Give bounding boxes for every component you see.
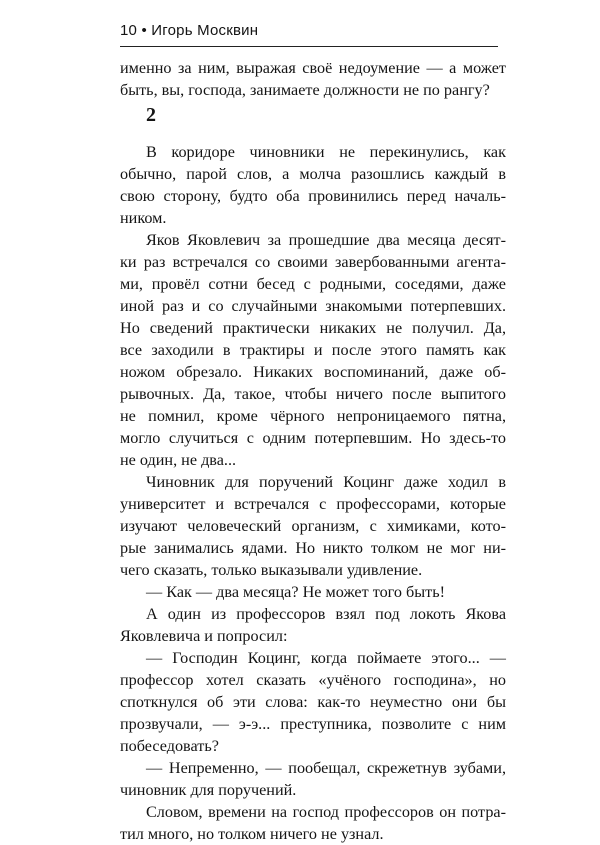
intro-paragraph (120, 57, 506, 101)
text-line: А один из профессоров взял под локоть Якова (146, 605, 506, 623)
text-line: свою сторону, будто оба провинились перед началь- (120, 187, 506, 205)
text-line: Чиновник для поручений Коцинг даже ходил в (146, 473, 506, 491)
text-line: прозвучали, — э-э... преступника, позволите с ним (120, 715, 506, 733)
text-line: — Как — два месяца? Не может того быть! (146, 583, 446, 601)
text-line: Яков Яковлевич за прошедшие два месяца десят- (146, 231, 506, 249)
text-line: не помнил, кроме чёрного непроницаемого пятна, (120, 407, 506, 425)
text-line: — Непременно, — пообещал, скрежетнув зубами, (146, 759, 506, 777)
text-line: именно за ним, выражая своё недоумение — а может (120, 59, 506, 77)
chapter-number: 2 (146, 104, 156, 126)
text-line: — Господин Коцинг, когда поймаете этого... — (146, 649, 506, 667)
text-line: ми, провёл сотни бесед с родными, соседями, даже (120, 275, 506, 293)
text-line: иной раз и со случайными знакомыми потерпевших. (120, 297, 506, 315)
text-line: тил много, но толком ничего не узнал. (120, 825, 384, 843)
running-head (120, 22, 258, 39)
text-line: изучают человеческий организм, с химиками, кото- (120, 517, 506, 535)
text-line: не один, не два... (120, 451, 237, 469)
text-line: могло случиться с одним потерпевшим. Но здесь-то (120, 429, 506, 447)
text-line: В коридоре чиновники не перекинулись, как (146, 143, 506, 161)
text-line: ножом обрезало. Никаких воспоминаний, даже об- (120, 363, 506, 381)
text-line: Словом, времени на господ профессоров он потра- (146, 803, 506, 821)
text-line: Но сведений практически никаких не получил. Да, (120, 319, 506, 337)
text-line: ником. (120, 209, 167, 227)
text-line: чего сказать, только выказывали удивление. (120, 561, 423, 579)
header-rule (120, 46, 498, 47)
text-line: Яковлевича и попросил: (120, 627, 288, 645)
text-line: рывочных. Да, такое, чтобы ничего после выпитого (120, 385, 506, 403)
text-line: быть, вы, господа, занимаете должности не по рангу? (120, 81, 490, 99)
text-line: ки раз встречался со своими завербованными агента- (120, 253, 506, 271)
text-line: споткнулся об эти слова: как-то неуместно они бы (120, 693, 506, 711)
text-line: чиновник для поручений. (120, 781, 297, 799)
text-line: университет и встречался с профессорами, которые (120, 495, 506, 513)
separator-dot: • (141, 22, 147, 39)
text-line: обычно, парой слов, а молча разошлись каждый в (120, 165, 506, 183)
text-line: профессор хотел сказать «учёного господина», но (120, 671, 506, 689)
page-number: 10 (120, 22, 138, 39)
text-line: все заходили в трактиры и после этого память как (120, 341, 506, 359)
chapter-body (120, 141, 506, 845)
author-name: Игорь Москвин (151, 22, 259, 39)
text-line: побеседовать? (120, 737, 219, 755)
text-line: рые занимались ядами. Но никто толком не мог ни- (120, 539, 506, 557)
